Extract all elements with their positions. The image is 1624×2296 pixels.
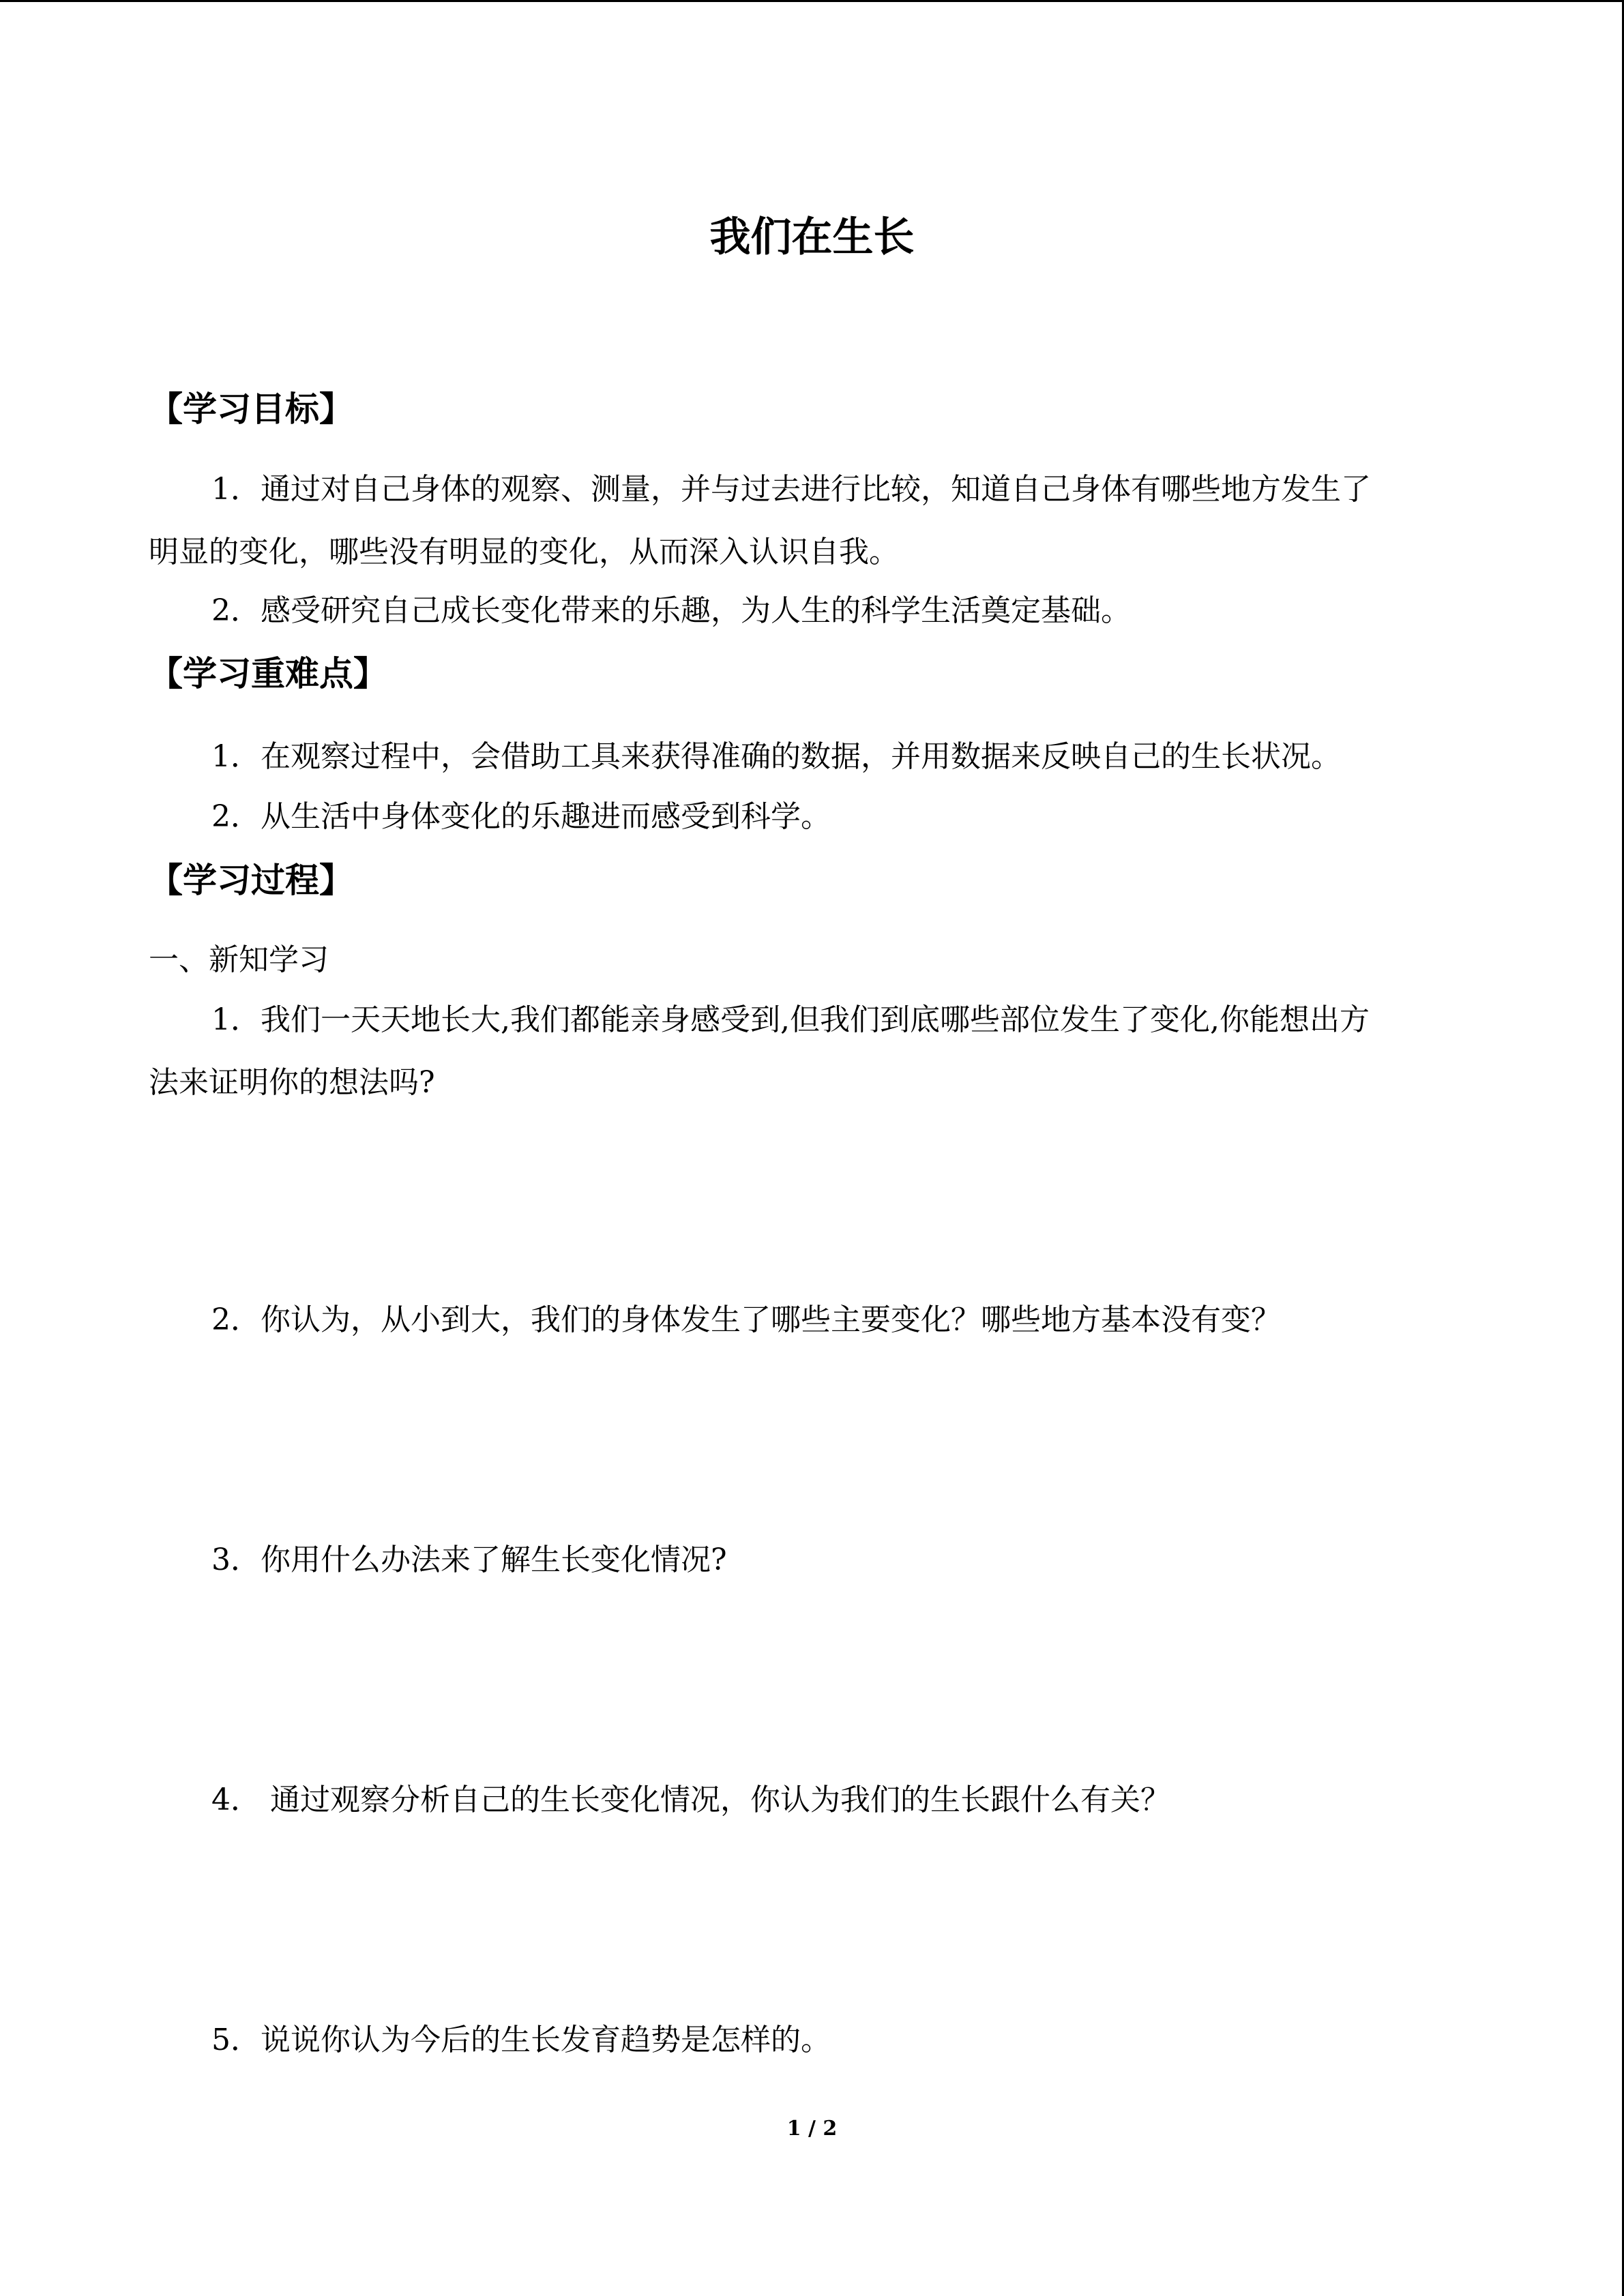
objective-item-2: 2．感受研究自己成长变化带来的乐趣，为人生的科学生活奠定基础。 xyxy=(211,593,1131,628)
objectives-heading: 【学习目标】 xyxy=(149,389,353,429)
key-point-item-2: 2．从生活中身体变化的乐趣进而感受到科学。 xyxy=(211,799,831,834)
key-point-item-1: 1．在观察过程中，会借助工具来获得准确的数据，并用数据来反映自己的生长状况。 xyxy=(211,739,1341,774)
question-5: 5．说说你认为今后的生长发育趋势是怎样的。 xyxy=(211,2023,831,2057)
top-border-line xyxy=(0,0,1624,2)
question-2: 2．你认为，从小到大，我们的身体发生了哪些主要变化？哪些地方基本没有变？ xyxy=(211,1302,1281,1337)
key-points-heading: 【学习重难点】 xyxy=(149,654,387,694)
page-title: 我们在生长 xyxy=(709,213,915,261)
question-1-line-2: 法来证明你的想法吗? xyxy=(149,1065,435,1100)
new-knowledge-subheading: 一、新知学习 xyxy=(149,942,329,977)
page-number: 1 / 2 xyxy=(786,2117,838,2141)
objective-item-1-line-2: 明显的变化，哪些没有明显的变化，从而深入认识自我。 xyxy=(149,535,899,569)
question-4: 4． 通过观察分析自己的生长变化情况，你认为我们的生长跟什么有关？ xyxy=(211,1783,1170,1817)
objective-item-1-line-1: 1．通过对自己身体的观察、测量，并与过去进行比较，知道自己身体有哪些地方发生了 xyxy=(211,472,1371,507)
process-heading: 【学习过程】 xyxy=(149,861,353,900)
question-1-line-1: 1．我们一天天地长大,我们都能亲身感受到,但我们到底哪些部位发生了变化,你能想出方 xyxy=(211,1002,1370,1037)
question-3: 3．你用什么办法来了解生长变化情况? xyxy=(211,1542,727,1577)
